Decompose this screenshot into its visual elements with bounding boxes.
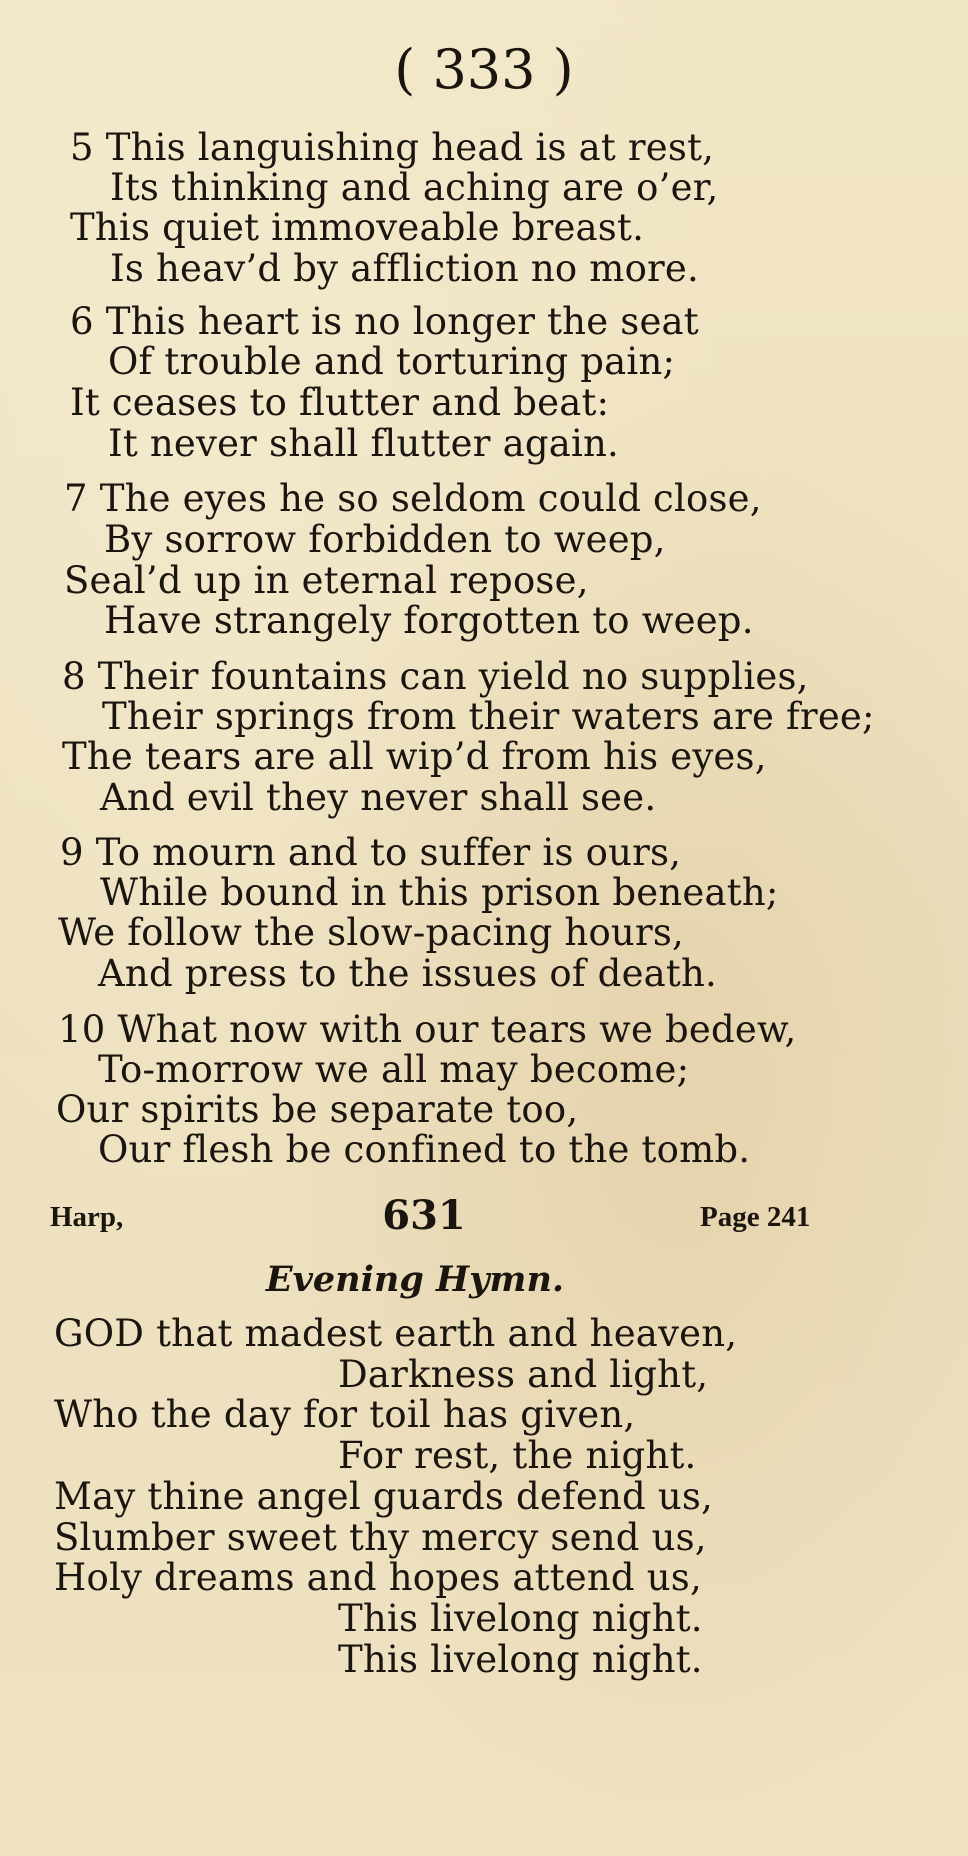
stanza-5-line-4: Is heav’d by affliction no more. <box>110 247 699 290</box>
stanza-8-line-4: And evil they never shall see. <box>100 776 657 819</box>
stanza-8-line-1: 8 Their fountains can yield no supplies, <box>62 655 809 698</box>
tune-name: Harp, <box>50 1201 124 1233</box>
stanza-6-line-4: It never shall flutter again. <box>108 422 619 465</box>
stanza-9-line-2: While bound in this prison beneath; <box>100 871 779 914</box>
page-number: ( 333 ) <box>394 38 574 101</box>
stanza-5-line-3: This quiet immoveable breast. <box>70 206 645 249</box>
hymn-line-9: This livelong night. <box>338 1638 703 1681</box>
stanza-5-line-1: 5 This languishing head is at rest, <box>70 126 715 169</box>
stanza-7-line-3: Seal’d up in eternal repose, <box>64 559 589 602</box>
hymn-line-1: GOD that madest earth and heaven, <box>54 1312 738 1355</box>
hymn-line-5: May thine angel guards defend us, <box>54 1475 714 1518</box>
stanza-9-line-1: 9 To mourn and to suffer is ours, <box>60 831 682 874</box>
stanza-6-line-1: 6 This heart is no longer the seat <box>70 300 699 343</box>
hymn-line-8: This livelong night. <box>338 1597 703 1640</box>
stanza-8-line-3: The tears are all wip’d from his eyes, <box>62 735 767 778</box>
hymn-line-3: Who the day for toil has given, <box>54 1393 636 1436</box>
stanza-10-line-1: 10 What now with our tears we bedew, <box>58 1008 797 1051</box>
hymn-title: Evening Hymn. <box>265 1259 565 1300</box>
stanza-5-line-2: Its thinking and aching are o’er, <box>110 166 719 209</box>
hymn-line-4: For rest, the night. <box>338 1434 697 1477</box>
stanza-10-line-4: Our flesh be confined to the tomb. <box>98 1128 751 1171</box>
stanza-7-line-1: 7 The eyes he so seldom could close, <box>64 477 762 520</box>
stanza-9-line-4: And press to the issues of death. <box>98 952 717 995</box>
hymn-line-6: Slumber sweet thy mercy send us, <box>54 1516 707 1559</box>
hymn-line-7: Holy dreams and hopes attend us, <box>54 1556 702 1599</box>
stanza-6-line-3: It ceases to flutter and beat: <box>70 381 610 424</box>
tune-page-reference: Page 241 <box>700 1201 811 1233</box>
stanza-10-line-3: Our spirits be separate too, <box>56 1088 579 1131</box>
stanza-6-line-2: Of trouble and torturing pain; <box>108 340 676 383</box>
stanza-7-line-4: Have strangely forgotten to weep. <box>104 599 754 642</box>
stanza-9-line-3: We follow the slow-pacing hours, <box>58 911 684 954</box>
tune-number: 631 <box>382 1192 466 1239</box>
stanza-8-line-2: Their springs from their waters are free; <box>102 695 875 738</box>
hymn-line-2: Darkness and light, <box>338 1353 709 1396</box>
stanza-10-line-2: To-morrow we all may become; <box>98 1048 690 1091</box>
stanza-7-line-2: By sorrow forbidden to weep, <box>104 518 666 561</box>
